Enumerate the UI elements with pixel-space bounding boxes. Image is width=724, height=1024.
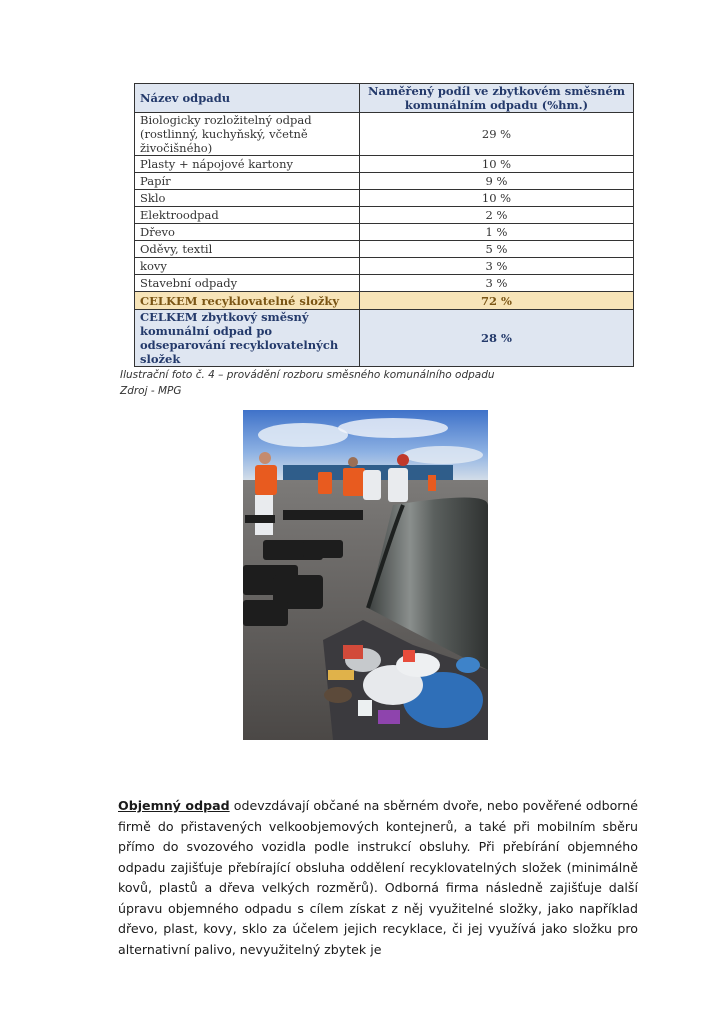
- waste-composition-table: [134, 83, 634, 367]
- row-name: Dřevo: [135, 224, 360, 241]
- total-residual-label: CELKEM zbytkový směsný komunální odpad po odseparování recyklovatelných složek: [135, 310, 360, 367]
- table-row: [135, 275, 634, 292]
- row-value: 10 %: [360, 190, 634, 207]
- total-recyclable-value: 72 %: [360, 292, 634, 310]
- table-row: [135, 241, 634, 258]
- row-name: kovy: [135, 258, 360, 275]
- table-row: [135, 207, 634, 224]
- waste-analysis-photo: [243, 410, 488, 740]
- row-value: 3 %: [360, 275, 634, 292]
- row-name: Stavební odpady: [135, 275, 360, 292]
- total-recyclable-label: CELKEM recyklovatelné složky: [135, 292, 360, 310]
- caption-source: Zdroj - MPG: [120, 385, 182, 397]
- row-name: Sklo: [135, 190, 360, 207]
- photo-illustration: [243, 410, 488, 740]
- row-value: 29 %: [360, 113, 634, 156]
- row-name: Biologicky rozložitelný odpad (rostlinný, kuchyňský, včetně živočišného): [135, 113, 360, 156]
- paragraph-lead-term: Objemný odpad: [118, 798, 230, 813]
- row-value: 10 %: [360, 156, 634, 173]
- row-name: Papír: [135, 173, 360, 190]
- total-residual-value: 28 %: [360, 310, 634, 367]
- row-name: Oděvy, textil: [135, 241, 360, 258]
- row-value: 5 %: [360, 241, 634, 258]
- table-row: [135, 224, 634, 241]
- row-value: 2 %: [360, 207, 634, 224]
- row-value: 3 %: [360, 258, 634, 275]
- row-name: Plasty + nápojové kartony: [135, 156, 360, 173]
- table-row: [135, 113, 634, 156]
- row-name: Elektroodpad: [135, 207, 360, 224]
- caption-title: Ilustrační foto č. 4 – provádění rozboru směsného komunálního odpadu: [120, 369, 495, 381]
- photo-caption: [120, 367, 495, 399]
- total-recyclable-row: [135, 292, 634, 310]
- paragraph-text: odevzdávají občané na sběrném dvoře, nebo pověřené odborné firmě do přistavených velkoobjemových kontejnerů, a také při mobilním sběru přímo do svozového vozidla podle instrukcí obsluhy. Při přebírání objemného odpadu zajišťuje přebírající obsluha oddělení recyklovatelných složek (minimálně kovů, plastů a dřeva velkých rozměrů). Odborná firma následně zajišťuje další úpravu objemného odpadu s cílem získat z něj využitelné složky, jako například dřevo, plast, kovy, sklo za účelem jejich recyklace, či jej využívá jako složku pro alternativní palivo, nevyužitelný zbytek je: [118, 798, 638, 957]
- header-waste-name: Název odpadu: [135, 84, 360, 113]
- total-residual-row: [135, 310, 634, 367]
- table-row: [135, 173, 634, 190]
- bulky-waste-paragraph: [118, 796, 638, 960]
- table-row: [135, 190, 634, 207]
- row-value: 1 %: [360, 224, 634, 241]
- row-value: 9 %: [360, 173, 634, 190]
- header-measured-share: Naměřený podíl ve zbytkovém směsném komunálním odpadu (%hm.): [360, 84, 634, 113]
- table-row: [135, 258, 634, 275]
- table-row: [135, 156, 634, 173]
- table-header-row: [135, 84, 634, 113]
